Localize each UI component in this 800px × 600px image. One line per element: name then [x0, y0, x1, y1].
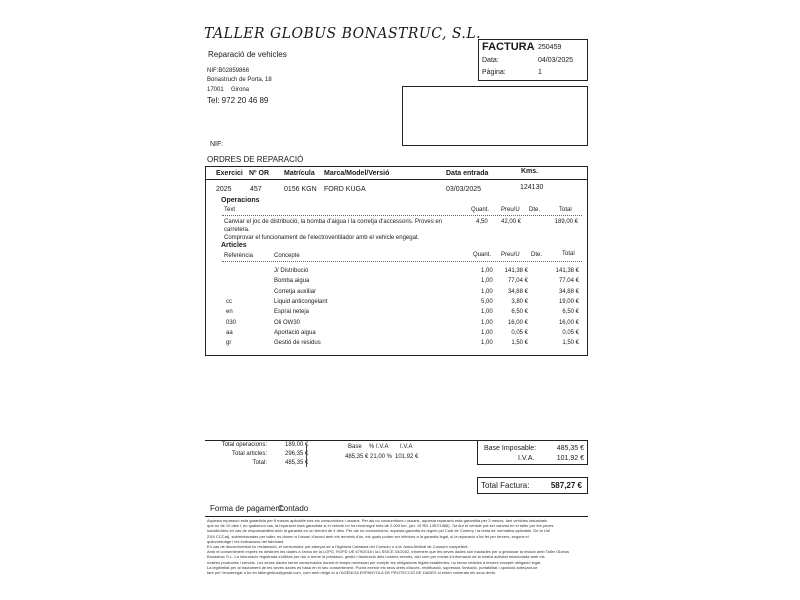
article-ref: aa	[226, 329, 233, 336]
operations-header-total: Total	[559, 207, 572, 213]
article-price: 77,04 €	[507, 278, 528, 285]
company-street: Bonastruch de Porta, 18	[207, 77, 272, 83]
order-plate: 0156 KGN	[284, 186, 317, 193]
tax-header-base: Base	[348, 444, 362, 450]
operation-price: 42,00 €	[501, 219, 522, 225]
articles-header-qty: Quant.	[473, 252, 492, 258]
tax-base-value: 485,35 €	[345, 454, 369, 460]
article-qty: 1,00	[481, 288, 493, 295]
invoice-page: 1	[538, 69, 542, 76]
legal-line: que no de 10 dies i, en qualsevol cas, la reparació està garantida si el vehicle no ha recorregut més de 2.000 km. (art. 16 RD 1457/1986). Tot dur el vehicle pot ser canviat en el taller per les peces	[207, 523, 554, 529]
orders-header-date: Data entrada	[446, 170, 489, 177]
order-model: FORD KUGA	[324, 186, 366, 193]
legal-line: substituïdes en cas de responsabilitat amb la garantia en un termini de 4 dies. Per als no consumidors, aquesta garantia es regeix pel Codi de Comerç i la resta de normativa aplicable. De la Llei	[207, 528, 551, 534]
order-kms: 124130	[520, 184, 544, 191]
customer-box	[402, 86, 588, 146]
article-ref: en	[226, 309, 233, 316]
tax-rate-value: 21,00 %	[370, 454, 393, 460]
article-concept: Oli OW30	[274, 319, 301, 326]
article-qty: 1,00	[481, 309, 493, 316]
operation-text-line-2: Comprovar el funcionament de l'electroventilador amb el vehicle engegat.	[224, 235, 420, 241]
legal-line: Amb el consentiment exprés es destinen les dades a l'arxiu de la LOPD, RGPD UE 679/2016 i la LSSICE 34/2002, informem que les seves dades són tractades per a gestionar la relació amb Taller Globus	[207, 549, 569, 555]
article-qty: 1,00	[481, 278, 493, 285]
article-concept: Liquid anticongelant	[274, 298, 328, 305]
orders-header-plate: Matrícula	[284, 170, 315, 177]
article-concept: J/ Distribució	[274, 268, 309, 274]
article-total: 16,00 €	[558, 319, 579, 326]
total-value: 485,35 €	[285, 460, 309, 466]
legal-line: quilometratge i les indicacions del fabricant.	[207, 538, 285, 544]
legal-line: En cas de disconformitat i/o reclamació, el consumidor pot adreçar-se a l'Agència Catalana del Consum o a la Junta Arbitral de Consum competent.	[207, 544, 469, 550]
invoice-number: 250459	[538, 44, 562, 51]
article-total: 19,00 €	[558, 298, 579, 305]
article-price: 1,50 €	[511, 340, 528, 347]
article-qty: 5,00	[481, 298, 493, 305]
article-ref: gr	[226, 340, 232, 347]
article-total: 6,50 €	[562, 309, 579, 316]
article-total: 34,88 €	[558, 288, 579, 295]
legal-line: Aquesta reparació està garantida per 6 mesos aplicable tots els consumidors i usuaris. Per als no consumidors i usuaris, aquesta reparació està garantida per 3 mesos, tant vehicles industrials	[207, 518, 547, 523]
legal-text	[207, 518, 589, 575]
article-total: 0,05 €	[562, 329, 579, 336]
articles-header-discount: Dte.	[531, 252, 543, 258]
orders-header-model: Marca/Model/Versió	[324, 170, 390, 177]
article-price: 16,00 €	[507, 319, 528, 326]
invoice-title: FACTURA	[482, 41, 535, 53]
articles-header-ref: Referència	[224, 253, 254, 259]
orders-header-divider	[205, 179, 588, 180]
order-number: 457	[250, 186, 262, 193]
legal-line: 23/4 CCCat), subministrades per taller, es donen a l'usuari d'acord amb els terminis d'ús, els quals poden ser inferiors a la garantia legal, si la reparació s'ha fet per tercers, segons el	[207, 533, 529, 539]
article-total: 1,50 €	[562, 340, 579, 347]
operation-row	[224, 218, 464, 242]
iva-label: I.V.A.	[518, 455, 535, 462]
operations-header-divider	[222, 215, 582, 216]
article-ref: 030	[226, 319, 237, 326]
article-qty: 1,00	[481, 329, 493, 336]
invoice-total-value: 587,27 €	[550, 481, 582, 490]
article-price: 6,50 €	[511, 309, 528, 316]
article-concept: Aportació aigua	[274, 329, 316, 336]
article-ref: cc	[226, 298, 232, 305]
operations-header-price: Preu/U	[501, 207, 520, 213]
article-price: 0,05 €	[511, 329, 528, 336]
company-name: TALLER GLOBUS BONASTRUC, S.L.	[204, 25, 482, 43]
article-price: 141,38 €	[504, 268, 528, 274]
tax-iva-value: 101,92 €	[395, 454, 419, 460]
payment-method-value: Contado	[278, 504, 309, 513]
article-concept: Gestió de residus	[274, 340, 321, 347]
operations-header-qty: Quant.	[471, 207, 490, 213]
article-total: 77,04 €	[558, 278, 579, 285]
base-imposable-label: Base Imposable:	[484, 445, 537, 452]
articles-header-concept: Concepte	[274, 253, 300, 259]
operation-qty: 4,50	[476, 219, 488, 225]
articles-header-divider	[222, 261, 582, 262]
article-concept: Bomba aigua	[274, 278, 310, 285]
company-postal-code: 17001	[207, 87, 224, 93]
tax-header-rate: % I.V.A	[369, 444, 389, 450]
iva-value: 101,92 €	[556, 455, 584, 462]
article-price: 34,88 €	[507, 288, 528, 295]
company-nif: NIF:B02859866	[207, 68, 250, 74]
payment-method-label: Forma de pagament:	[210, 504, 285, 513]
total-label: Total:	[252, 460, 267, 466]
invoice-page-label: Pàgina:	[482, 69, 506, 76]
articles-header-price: Preu/U	[501, 252, 520, 258]
tax-summary-box	[477, 440, 588, 465]
articles-header-total: Total	[562, 251, 575, 257]
invoice-date-label: Data:	[482, 57, 499, 64]
article-qty: 1,00	[481, 268, 493, 274]
company-phone: Tel: 972 20 46 89	[207, 96, 269, 105]
operation-text-line-1: Canviar el joc de distribució, la bomba d'aigua i la corretja d'accessoris. Proves en carretera.	[224, 219, 443, 233]
customer-nif-label: NIF:	[210, 141, 224, 148]
invoice-total-label: Total Factura:	[481, 481, 530, 490]
orders-header-kms: Kms.	[521, 168, 539, 175]
order-year: 2025	[216, 186, 232, 193]
company-activity: Reparació de vehicles	[208, 50, 287, 59]
operations-header-discount: Dte.	[529, 207, 541, 213]
total-operations-value: 189,00 €	[285, 442, 309, 448]
invoice-date: 04/03/2025	[538, 57, 574, 64]
operation-total: 189,00 €	[554, 219, 578, 225]
article-total: 141,38 €	[555, 268, 579, 274]
legal-line: tant per l'encarregat a bo en tallerglobus@gmail.com, com amb dirigir-lo a l'AGÈNCIA ESPANYOLA DE PROTECCIÓ DE DADES si entén vulnerats els seus drets.	[207, 570, 496, 576]
article-concept: Corretja auxiliar	[274, 288, 317, 295]
invoice-info-box	[478, 39, 588, 81]
legal-line: nostres productes i serveis. Les seves dades seran conservades durant el temps necessari per complir les obligacions legals establertes, no seran cedides a tercers excepte obligació legal.	[207, 559, 542, 565]
legal-line: La legitimitat per al tractament de les seves dades es basa en el seu consentiment. Podrà exercir els seus drets d'accés, rectificació, supressió, limitació, portabilitat i oposició adreçant-se	[207, 564, 538, 570]
legal-line: Bonastruc S.L. La informació registrada s'utilitza per dur a terme la prestació, gestió i facturació dels nostres serveis, així com per enviar-li informació de la nostra activitat relacionada amb els	[207, 554, 545, 560]
total-articles-value: 296,35 €	[285, 451, 309, 457]
article-qty: 1,00	[481, 340, 493, 347]
total-operations-label: Total operacions:	[221, 442, 267, 448]
operations-title: Operacions	[221, 197, 260, 204]
tax-header-iva: I.V.A	[400, 444, 413, 450]
article-concept: Esprai neteja	[274, 309, 310, 316]
total-articles-label: Total articles:	[231, 451, 267, 457]
order-entry-date: 03/03/2025	[446, 186, 482, 193]
legal-divider	[205, 516, 588, 517]
orders-header-or: Nº OR	[249, 170, 270, 177]
orders-title: ORDRES DE REPARACIÓ	[207, 155, 304, 164]
article-qty: 1,00	[481, 319, 493, 326]
invoice-total-box	[477, 477, 588, 494]
article-price: 3,80 €	[511, 298, 528, 305]
company-city: Girona	[231, 87, 250, 93]
operations-header-text: Text	[224, 207, 236, 213]
orders-header-year: Exercici	[216, 170, 243, 177]
base-imposable-value: 485,35 €	[556, 445, 584, 452]
articles-title: Articles	[221, 242, 247, 249]
totals-separator	[306, 445, 307, 467]
